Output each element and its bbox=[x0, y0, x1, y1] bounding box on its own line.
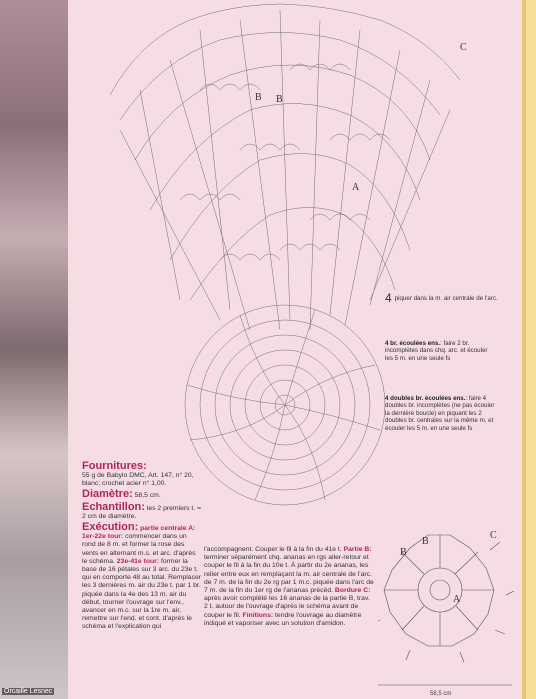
fournitures-heading: Fournitures: bbox=[82, 460, 147, 472]
partie-b-heading: Partie B: bbox=[343, 546, 372, 553]
small-label-c: C bbox=[490, 530, 497, 541]
page-edge-strip bbox=[522, 0, 536, 699]
finitions-heading: Finitions: bbox=[242, 611, 274, 619]
partie-b-text: terminer séparément chq. ananas en rgs aller-retour et couper le fil à la fin du 10e t. À partir du 2e ananas, les relier entre eux en remplaçant la m. air centrale de l'arc. de 7 m. de la fin du 2e rg par 1 m.c. piquée dans l'arc de 7 m. de la fin du 1er rg de l'ananas précéd. bbox=[204, 554, 374, 595]
execution-heading: Exécution: bbox=[82, 521, 139, 534]
diametre-heading: Diamètre: bbox=[82, 488, 133, 501]
small-label-b2: B bbox=[422, 536, 429, 547]
label-b-right: B bbox=[276, 94, 283, 105]
execution-a-text: commencer dans un rond de 8 m. et former la rose des vents en alternant m.s. et arc. d'après le schéma. bbox=[82, 533, 196, 565]
echantillon-heading: Echantillon: bbox=[82, 500, 145, 513]
legend-item-br-title: 4 br. écoulées ens. bbox=[385, 340, 441, 347]
instructions-column-1 bbox=[82, 460, 202, 632]
tour-23-heading: 23e-41e tour: bbox=[116, 557, 160, 565]
execution-a-heading: partie centrale A: 1er-22e tour: bbox=[82, 525, 196, 541]
label-a: A bbox=[352, 182, 360, 193]
tour-23-text: former la base de 16 pétales sur 3 arc. du 23e t. qui en comporte 48 au total. Remplacer les 3 dernières m. air du 23e t. par 1 br. piquée dans la 4e des 13 m. air du début, tourner l'ouvrage sur l'env., avancer en m.c. sur la 1re m. air, remettre sur l'end. et cont. d'après le schéma et l'explication qui bbox=[82, 557, 202, 631]
instructions-column-2 bbox=[204, 546, 374, 628]
legend-item-picot-text: piquer dans la m. air centrale de l'arc. bbox=[394, 295, 498, 302]
label-b-left: B bbox=[255, 92, 262, 103]
echantillon-text: les 2 premiers t. = 2 cm de diamètre. bbox=[82, 504, 202, 520]
diameter-dimension: 58,5 cm bbox=[430, 691, 452, 697]
finitions-text: tendre l'ouvrage au diamètre indiqué et vaporiser avec un solution d'amidon. bbox=[204, 611, 362, 627]
legend-item-double-br-title: 4 doubles br. écoulées ens. bbox=[385, 395, 466, 402]
col2-intro: l'accompagnent. Couper le fil à la fin du 41e t. bbox=[204, 546, 342, 553]
bordure-heading: Bordure C: bbox=[334, 587, 371, 595]
doily-photo bbox=[0, 0, 68, 699]
fournitures-text: 55 g de Babylo DMC, Art. 147, n° 20, blanc; crochet acier n° 1,00. bbox=[82, 472, 194, 488]
legend-item-br bbox=[385, 340, 495, 362]
legend-item-picot: 4 piquer dans la m. air centrale de l'arc. bbox=[385, 291, 498, 305]
assembly-diagram bbox=[378, 522, 518, 699]
photo-credit: Orcaille Lesnec bbox=[4, 688, 53, 695]
small-label-b1: B bbox=[400, 547, 407, 558]
bordure-text: après avoir complété les 16 ananas de la partie B, trav. 2 t. autour de l'ouvrage d'après le schéma avant de couper le fil. bbox=[204, 595, 370, 619]
legend-item-double-br bbox=[385, 395, 495, 432]
small-label-a: A bbox=[453, 594, 461, 605]
legend-item-br-text: : faire 2 br. incomplètes dans chq. arc. et écouler les 5 m. en une seule fs bbox=[385, 340, 488, 362]
crochet-chart-diagram bbox=[80, 0, 520, 520]
diametre-text: 58,5 cm. bbox=[134, 492, 161, 500]
label-c: C bbox=[460, 42, 467, 53]
legend-item-double-br-text: : faire 4 doubles br. incomplètes (ne pas écouler la dernière boucle) en piquant les 2 doubles br. centrales sur la même m. et écouler les 5 m. en une seule fs bbox=[385, 395, 495, 432]
